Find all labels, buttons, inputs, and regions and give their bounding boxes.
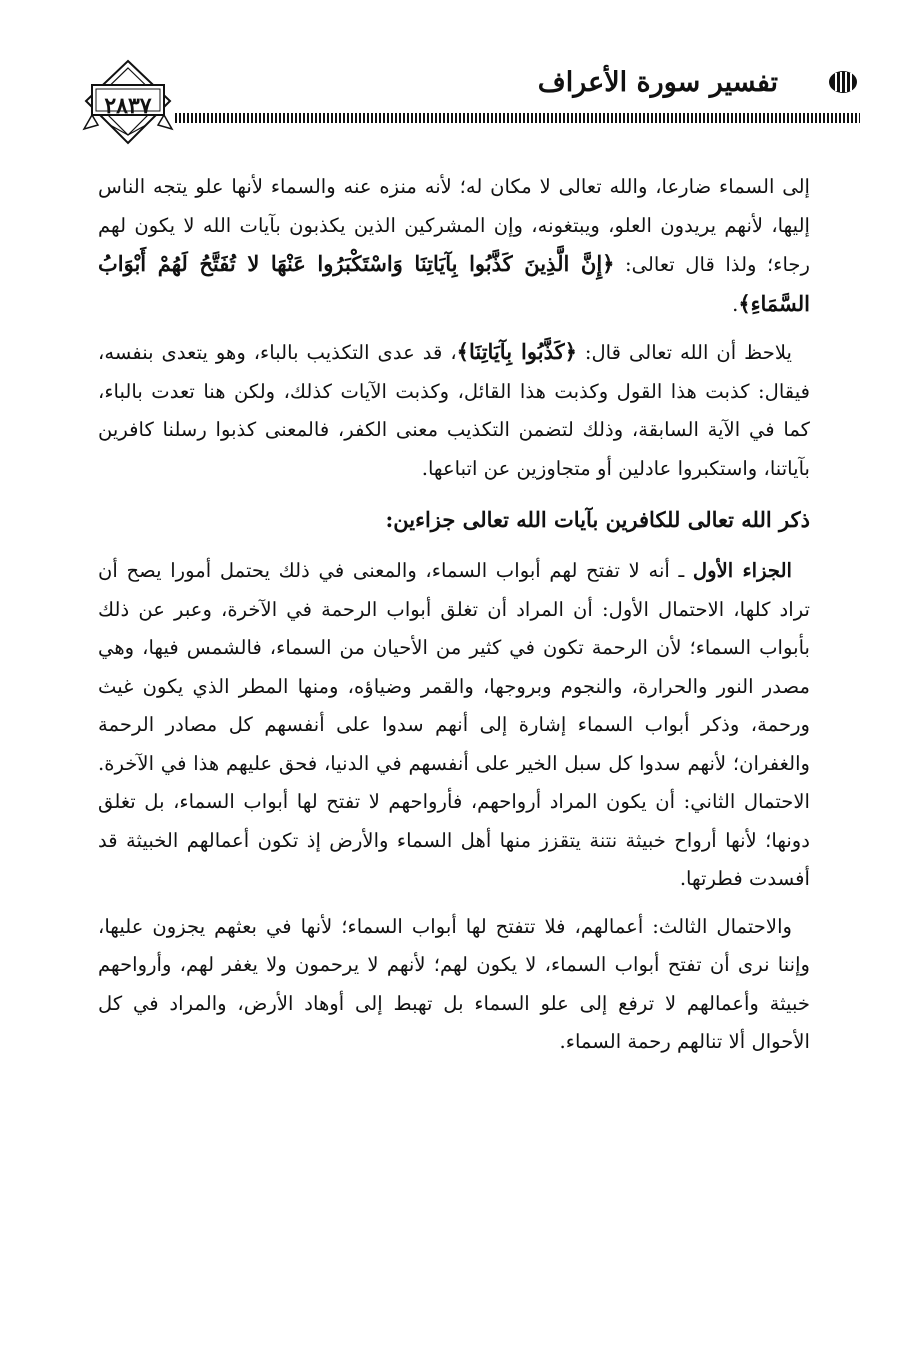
running-title: تفسير سورة الأعراف	[537, 67, 778, 98]
ornament-icon	[826, 69, 860, 95]
section-heading: ذكر الله تعالى للكافرين بآيات الله تعالى جزاءين:	[385, 507, 810, 532]
page-number-badge	[80, 55, 176, 155]
paragraph-text: ، قد عدى التكذيب بالباء، وهو يتعدى بنفسه، فيقال: كذبت هذا القول وكذبت هذا القائل، وكذبت الآيات كذلك، ولكن هنا تعدت بالباء، كما في الآية السابقة، وذلك لتضمن التكذيب معنى الكفر، فالمعنى كذبوا رسلنا كافرين بآياتنا، واستكبروا عادلين أو متجاوزين عن اتباعها.	[98, 341, 810, 480]
page-header	[80, 55, 860, 155]
header-rule	[175, 113, 860, 123]
paragraph-4	[98, 908, 810, 1062]
paragraph-text: إلى السماء ضارعا، والله تعالى لا مكان له؛ لأنه منزه عنه والسماء لأنها علو يتجه الناس إليها، لأنهم يريدون العلو، ويبتغونه، وإن المشركين الذين يكذبون بآيات الله لا يكون لهم رجاء؛ ولذا قال تعالى:	[98, 175, 810, 276]
paragraph-text: .	[732, 292, 739, 316]
paragraph-3	[98, 552, 810, 899]
paragraph-text: والاحتمال الثالث: أعمالهم، فلا تتفتح لها أبواب السماء؛ لأنها في بعثهم يجزون عليها، وإننا نرى أن تفتح أبواب السماء، لا يكون لهم؛ لأنهم لا يرحمون ولا يغفر لهم، وأرواحهم خبيثة وأعمالهم لا ترفع إلى علو السماء بل تهبط إلى أوهاد الأرض، والمراد في كل الأحوال ألا تنالهم رحمة السماء.	[98, 914, 810, 1053]
paragraph-text: يلاحظ أن الله تعالى قال:	[576, 341, 793, 364]
paragraph-2	[98, 333, 810, 488]
main-text	[98, 168, 810, 1071]
quran-verse: ﴿إِنَّ الَّذِينَ كَذَّبُوا بِآيَاتِنَا وَاسْتَكْبَرُوا عَنْهَا لا تُفَتَّحُ لَهُمْ أَبْوَابُ السَّمَاءِ﴾	[98, 251, 810, 316]
paragraph-1	[98, 168, 810, 324]
quran-verse: ﴿كَذَّبُوا بِآيَاتِنَا﴾	[456, 339, 577, 364]
lead-term: الجزاء الأول	[692, 559, 792, 582]
page-number: ٢٨٣٧	[104, 93, 152, 119]
paragraph-text: ـ أنه لا تفتح لهم أبواب السماء، والمعنى في ذلك يحتمل أمورا يصح أن تراد كلها، الاحتمال الأول: أن المراد أن تغلق أبواب الرحمة في الآخرة، وعبر عن ذلك بأبواب السماء؛ لأن الرحمة تكون في كثير من الأحيان من السماء، فالشمس فيها، وهي مصدر النور والحرارة، والنجوم وبروجها، والقمر وضياؤه، ومنها المطر الذي يكون غيث ورحمة، وذكر أبواب السماء إشارة إلى أنهم سدوا على أنفسهم كل مصادر الرحمة والغفران؛ لأنهم سدوا كل سبل الخير على أنفسهم في الدنيا، فحق عليهم هذا في الآخرة. الاحتمال الثاني: أن يكون المراد أرواحهم، فأرواحهم لا تفتح لها أبواب السماء، بل تغلق دونها؛ لأنها أرواح خبيثة نتنة يتقزز منها أهل السماء والأرض إذ تكون أعمالهم الخبيثة قد أفسدت فطرتها.	[98, 559, 810, 890]
